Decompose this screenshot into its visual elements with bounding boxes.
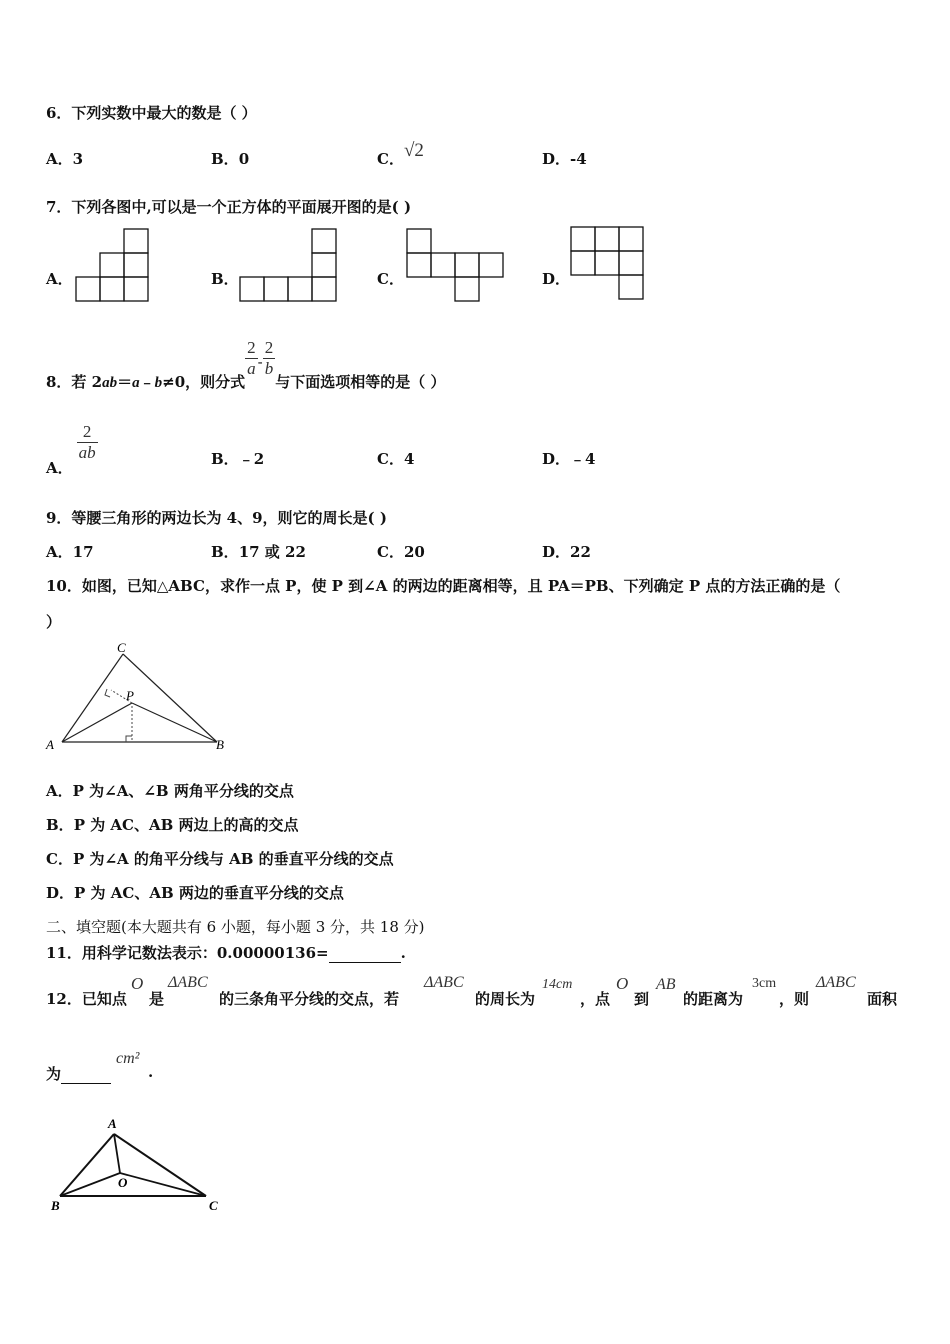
q12-triangle-abc-2: ΔABC [424, 974, 464, 991]
q12-triangle-figure [48, 1114, 238, 1214]
side-cb [123, 654, 217, 742]
fraction-2-over-b: $\frac{2}{b}$ [264, 338, 274, 378]
right-angle-mark-ac [105, 689, 110, 697]
q12-t6: 到 [634, 990, 650, 1008]
q12-t8: ，则 [779, 990, 810, 1008]
q7-option-b-letter: B． [211, 270, 239, 288]
q12-end: . [148, 1063, 154, 1081]
q9-option-d: D．22 [542, 543, 591, 561]
option-letter: C． [377, 150, 404, 168]
answer-blank [329, 944, 401, 963]
q12-t3: 的三条角平分线的交点，若 [219, 990, 400, 1008]
sqrt2-expression: √2 [403, 140, 424, 161]
q10-stem-line1: 10．如图，已知△ABC，求作一点 P，使 P 到∠A 的两边的距离相等，且 PA＝PB、下列确定 P 点的方法正确的是（ [46, 577, 841, 595]
segment-ao [114, 1134, 120, 1173]
q8-stem: 8．若 2ab＝a﹣b≠0，则分式 $\frac{2}{a}$ - $\frac{2}{b}$ 与下面选项相等的是（ ） [46, 338, 446, 391]
q12-point-o: O [131, 974, 144, 993]
side-ac [62, 654, 123, 742]
q10-stem-line2: ） [46, 613, 62, 631]
q6-option-d [542, 148, 587, 169]
q12-t7: 的距离为 [683, 990, 744, 1008]
q10-option-b: B．P 为 AC、AB 两边上的高的交点 [46, 816, 299, 834]
label-a: A [46, 737, 54, 752]
q12-point-o-2: O [616, 974, 629, 993]
q8-option-a: A． $\frac{2}{ab}$ [46, 422, 96, 477]
label-c: C [117, 640, 126, 655]
q7-net-d-figure [571, 226, 647, 302]
q11-stem: 11．用科学记数法表示：0.00000136= . [46, 944, 406, 962]
label-p: P [126, 688, 134, 703]
q12-t2: 是 [149, 990, 165, 1008]
q12-t1: 12．已知点 [46, 990, 127, 1008]
q12-distance: 3cm [752, 976, 777, 991]
q12-t5: ，点 [580, 990, 611, 1008]
option-letter: D． [542, 150, 571, 168]
q7-net-b-figure [240, 228, 340, 302]
q8-option-c: C．4 [377, 450, 415, 468]
label-c: C [209, 1198, 218, 1213]
label-a: A [108, 1116, 117, 1131]
side-ac [114, 1134, 206, 1196]
q12-triangle-abc-3: ΔABC [816, 974, 856, 991]
q10-option-a: A．P 为∠A、∠B 两角平分线的交点 [46, 782, 294, 800]
q8-option-b: B．﹣2 [211, 450, 265, 468]
q10-option-c: C．P 为∠A 的角平分线与 AB 的垂直平分线的交点 [46, 850, 394, 868]
q12-triangle-abc-1: ΔABC [168, 974, 208, 991]
q12-perimeter: 14cm [542, 977, 573, 992]
option-value: -4 [570, 150, 587, 168]
q10-triangle-figure [44, 636, 234, 756]
q12-unit: cm² [116, 1050, 140, 1067]
segment-co [120, 1173, 206, 1196]
q6-option-b [211, 148, 249, 169]
q7-option-a-letter: A． [46, 270, 73, 288]
side-ab [60, 1134, 114, 1196]
label-b: B [51, 1198, 60, 1213]
q9-option-c: C．20 [377, 543, 425, 561]
q9-option-a: A．17 [46, 543, 94, 561]
label-o: O [118, 1175, 128, 1190]
q7-option-d-letter: D． [542, 270, 571, 288]
option-letter: B． [211, 150, 239, 168]
fraction-2-over-a: $\frac{2}{a}$ [247, 338, 256, 378]
fraction-2-over-ab: $\frac{2}{ab}$ [78, 422, 96, 462]
q8-option-d: D．﹣4 [542, 450, 596, 468]
option-letter: A． [46, 150, 73, 168]
q6-option-c [377, 140, 424, 170]
q6-stem: 6．下列实数中最大的数是（ ） [46, 104, 257, 122]
q12-t4: 的周长为 [475, 990, 536, 1008]
q7-net-a-figure [76, 228, 150, 302]
q9-option-b: B．17 或 22 [211, 543, 306, 561]
segment-pa [62, 703, 132, 742]
option-value: 0 [238, 150, 250, 168]
q9-stem: 9．等腰三角形的两边长为 4、9，则它的周长是( ) [46, 509, 387, 527]
right-angle-mark-ab [126, 736, 132, 742]
q12-line2: 为 [46, 1063, 111, 1084]
q6-option-a [46, 148, 83, 169]
section2-title: 二、填空题(本大题共有 6 小题，每小题 3 分，共 18 分) [46, 918, 425, 936]
segment-pb [132, 703, 217, 742]
answer-blank [61, 1065, 111, 1084]
q12-t9: 面积 [867, 990, 898, 1008]
q10-option-d: D．P 为 AC、AB 两边的垂直平分线的交点 [46, 884, 344, 902]
option-value: 3 [72, 150, 84, 168]
q7-net-c-figure [407, 228, 507, 302]
q7-option-c-letter: C． [377, 270, 404, 288]
q12-side-ab: AB [656, 976, 676, 993]
q7-stem: 7．下列各图中,可以是一个正方体的平面展开图的是( ) [46, 198, 412, 216]
label-b: B [216, 737, 224, 752]
